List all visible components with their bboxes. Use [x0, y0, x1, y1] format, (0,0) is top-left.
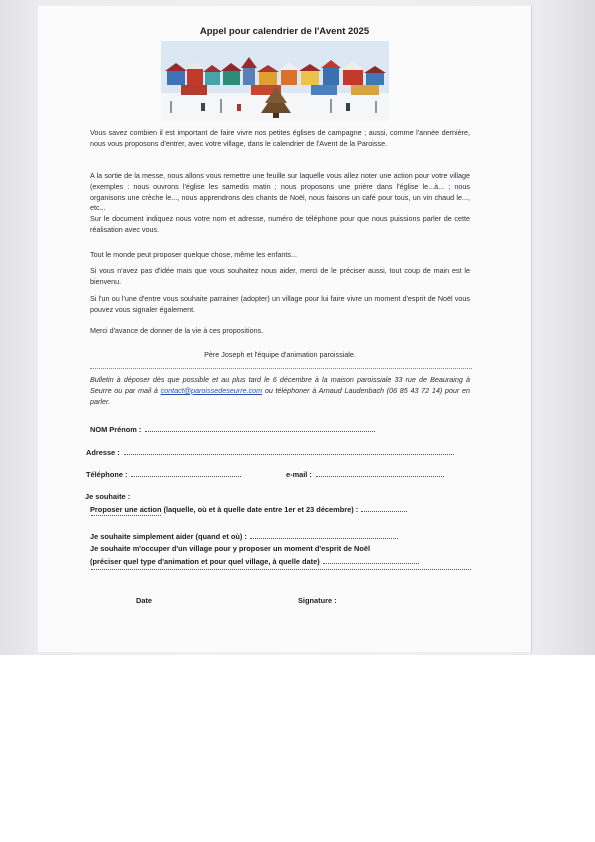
option-village-line1: Je souhaite m'occuper d'un village pour y proposer un moment d'esprit de Noël [90, 544, 371, 553]
page-title: Appel pour calendrier de l'Avent 2025 [199, 26, 370, 37]
option-help[interactable] [90, 531, 398, 541]
sponsor-paragraph: Si l'un ou l'une d'entre vous souhaite parrainer (adopter) un village pour lui faire vivre un moment d'esprit de Noël vous pouvez vous signaler également. [90, 294, 470, 314]
email-label: e-mail : [286, 470, 312, 479]
address-label: Adresse : [86, 448, 120, 457]
bulletin-instructions: Bulletin à déposer dès que possible et au plus tard le 6 décembre à la maison paroissiale 33 rue de Beauraing à Seurre ou par mail à contact@paroissedeseurre.com ou téléphoner à Arnaud Laudenbach (06 85 43 72 14) pour en parler. [90, 375, 470, 406]
thanks-paragraph: Merci d'avance de donner de la vie à ces propositions. [90, 326, 264, 335]
option-help-label: Je souhaite simplement aider (quand et où) : [90, 532, 247, 541]
option-village-line[interactable] [91, 569, 471, 570]
advent-village-illustration [161, 41, 389, 121]
wish-label: Je souhaite : [85, 492, 131, 501]
option-propose-action[interactable] [90, 504, 407, 514]
name-label: NOM Prénom : [90, 425, 142, 434]
flyer-page [38, 6, 531, 652]
help-paragraph: Si vous n'avez pas d'idée mais que vous souhaitez nous aider, merci de le préciser aussi, tout coup de main est le bienvenu. [90, 266, 470, 286]
option-village-label: (préciser quel type d'animation et pour quel village, à quelle date) [90, 557, 320, 566]
option-propose-line[interactable] [91, 515, 161, 516]
signature-field[interactable]: Signature : [298, 596, 337, 605]
name-field[interactable] [90, 424, 375, 434]
date-field[interactable]: Date [136, 596, 153, 605]
cut-separator [90, 368, 472, 369]
everyone-paragraph: Tout le monde peut proposer quelque chose, même les enfants... [90, 250, 297, 259]
email-field[interactable] [286, 469, 444, 479]
email-link[interactable]: contact@paroissedeseurre.com [160, 385, 263, 395]
instructions-paragraph: A la sortie de la messe, nous allons vous remettre une feuille sur laquelle vous allez noter une action pour votre village (exemples : nous ouvrons l'église les samedis matin ; nous proposons une prière dans l'église le...à... ; nous organisons une crèche le..., nous apprendrons des chants de Noël, nous faisons un café pour tous, un vin chaud le..., etc... [90, 171, 470, 213]
signature-line: Père Joseph et l'équipe d'animation paroissiale. [204, 350, 356, 359]
address-field[interactable] [86, 447, 454, 457]
intro-paragraph: Vous savez combien il est important de faire vivre nos petites églises de campagne ; aussi, comme l'année dernière, nous vous proposons d'entrer, avec votre village, dans le calendrier de l'Avent de la Paroisse. [90, 128, 470, 148]
contact-info-paragraph: Sur le document indiquez nous votre nom et adresse, numéro de téléphone pour que nous puissions parler de cette réalisation avec vous. [90, 214, 470, 234]
option-propose-label: Proposer une action (laquelle, où et à quelle date entre 1er et 23 décembre) : [90, 505, 359, 514]
option-village-line2[interactable] [90, 556, 419, 566]
phone-field[interactable] [86, 469, 241, 479]
phone-label: Téléphone : [86, 470, 128, 479]
